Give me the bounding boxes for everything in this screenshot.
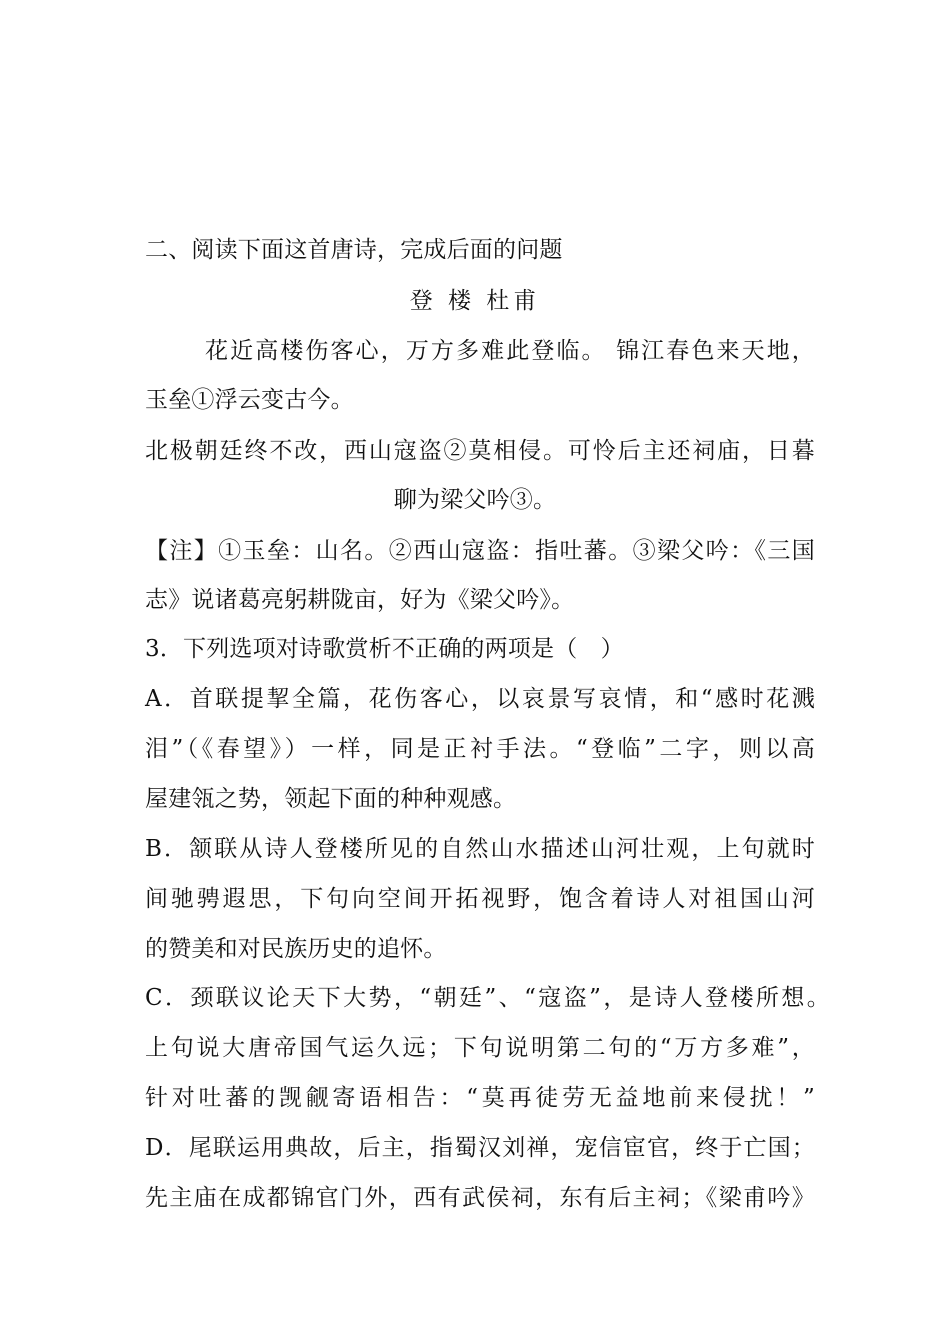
poem-title-author: 登 楼 杜甫 [409,288,541,314]
poem-line: 聊为梁父吟③。 [393,487,557,513]
option-a-line: 泪”（《春望》）一样，同是正衬手法。“登临”二字，则以高 [145,736,815,762]
option-c-line: 针对吐蕃的觊觎寄语相告：“莫再徒劳无益地前来侵扰！” [145,1085,815,1111]
note-line: 志》说诸葛亮躬耕陇亩，好为《梁父吟》。 [145,587,575,613]
option-b-line: 的赞美和对民族历史的追怀。 [145,936,447,962]
option-a-line: A．首联提挈全篇，花伤客心，以哀景写哀情，和“感时花溅 [145,686,815,712]
option-b-line: 间驰骋遐思，下句向空间开拓视野，饱含着诗人对祖国山河 [145,886,815,912]
option-c-line: 上句说大唐帝国气运久远；下句说明第二句的“万方多难”， [145,1035,815,1061]
poem-line: 北极朝廷终不改，西山寇盗②莫相侵。可怜后主还祠庙，日暮 [145,438,815,464]
option-d-line: D．尾联运用典故，后主，指蜀汉刘禅，宠信宦官，终于亡国； [145,1135,815,1161]
option-a-line: 屋建瓴之势，领起下面的种种观感。 [145,786,517,812]
poem-line: 花近高楼伤客心，万方多难此登临。 锦江春色来天地， [205,338,815,364]
note-line: 【注】①玉垒：山名。②西山寇盗：指吐蕃。③梁父吟：《三国 [145,538,815,564]
question-stem: 3．下列选项对诗歌赏析不正确的两项是（ ） [145,636,624,662]
option-c-line: C．颈联议论天下大势，“朝廷”、“寇盗”，是诗人登楼所想。 [145,985,830,1011]
option-d-line: 先主庙在成都锦官门外，西有武侯祠，东有后主祠；《梁甫吟》 [145,1185,815,1211]
option-b-line: B．颔联从诗人登楼所见的自然山水描述山河壮观，上句就时 [145,836,815,862]
poem-line: 玉垒①浮云变古今。 [145,387,354,413]
section-heading: 二、阅读下面这首唐诗，完成后面的问题 [145,237,563,263]
